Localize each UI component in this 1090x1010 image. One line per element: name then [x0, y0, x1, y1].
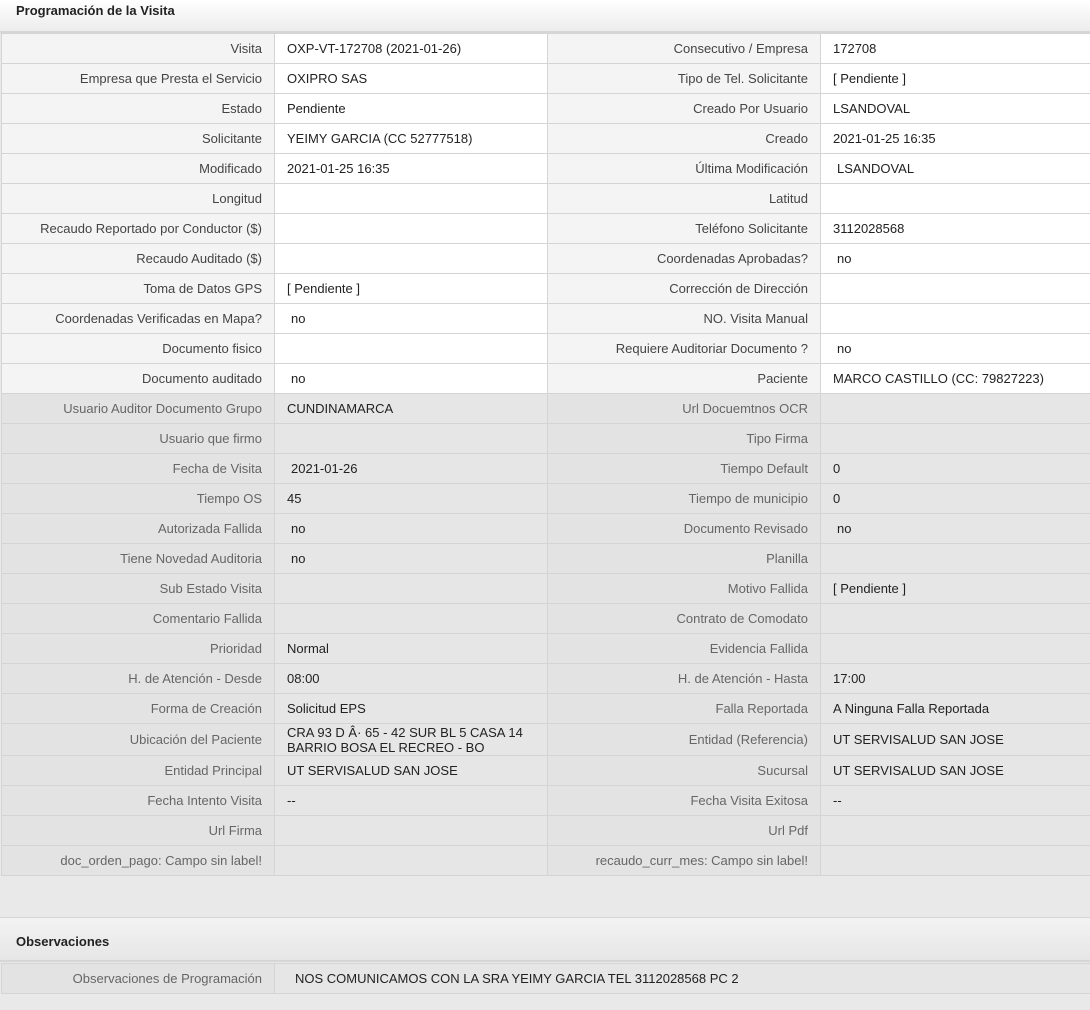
field-value — [275, 274, 548, 304]
field-value — [821, 154, 1090, 184]
field-label-text: doc_orden_pago: Campo sin label! — [60, 853, 262, 868]
field-label — [2, 154, 275, 184]
field-value-text: 45 — [287, 491, 302, 506]
field-label — [2, 664, 275, 694]
field-label — [2, 244, 275, 274]
field-value — [821, 786, 1090, 816]
field-label — [2, 786, 275, 816]
field-row — [2, 304, 1090, 334]
field-label-text: Fecha de Visita — [172, 461, 262, 476]
field-value — [821, 664, 1090, 694]
field-value-text: A Ninguna Falla Reportada — [833, 701, 990, 716]
field-value-text: no — [291, 521, 306, 536]
field-label-text: Última Modificación — [695, 161, 808, 176]
field-label-text: Entidad Principal — [164, 763, 262, 778]
field-row — [2, 94, 1090, 124]
field-row — [2, 124, 1090, 154]
field-value-text: -- — [833, 793, 842, 808]
field-label — [2, 424, 275, 454]
field-value — [821, 454, 1090, 484]
observaciones-table — [1, 963, 1090, 994]
field-label — [548, 694, 821, 724]
field-value-text: Solicitud EPS — [287, 701, 366, 716]
field-label — [2, 574, 275, 604]
field-value-text: 17:00 — [833, 671, 866, 686]
field-label-text: Coordenadas Verificadas en Mapa? — [55, 311, 262, 326]
field-label-text: Recaudo Reportado por Conductor ($) — [40, 221, 262, 236]
field-row — [2, 334, 1090, 364]
field-label-text: Estado — [221, 101, 262, 116]
field-value — [275, 214, 548, 244]
field-value-text: 0 — [833, 461, 841, 476]
field-label-text: Autorizada Fallida — [157, 521, 262, 536]
field-row — [2, 484, 1090, 514]
field-value — [275, 634, 548, 664]
field-label-text: Tiene Novedad Auditoria — [120, 551, 262, 566]
field-value-text: UT SERVISALUD SAN JOSE — [833, 732, 1004, 747]
field-value — [275, 94, 548, 124]
observaciones-label: Observaciones de Programación — [2, 964, 275, 994]
field-label — [2, 394, 275, 424]
field-value — [821, 214, 1090, 244]
field-label-text: Documento Revisado — [683, 521, 808, 536]
field-label — [2, 64, 275, 94]
field-label-text: Comentario Fallida — [152, 611, 262, 626]
field-label-text: NO. Visita Manual — [703, 311, 808, 326]
field-label — [2, 124, 275, 154]
field-label-text: Sub Estado Visita — [159, 581, 262, 596]
field-label — [548, 664, 821, 694]
field-label — [548, 124, 821, 154]
field-value-text: UT SERVISALUD SAN JOSE — [287, 763, 458, 778]
field-value-text: -- — [287, 793, 296, 808]
field-value — [821, 334, 1090, 364]
field-label-text: Creado Por Usuario — [693, 101, 808, 116]
field-row — [2, 694, 1090, 724]
field-label-text: Url Firma — [208, 823, 262, 838]
field-value — [275, 664, 548, 694]
field-label-text: Coordenadas Aprobadas? — [656, 251, 808, 266]
field-row — [2, 604, 1090, 634]
field-label-text: Url Docuemtnos OCR — [682, 401, 808, 416]
field-value — [275, 514, 548, 544]
field-label-text: H. de Atención - Desde — [128, 671, 262, 686]
field-label — [2, 304, 275, 334]
field-value — [821, 424, 1090, 454]
field-label-text: Falla Reportada — [715, 701, 808, 716]
observaciones-value: NOS COMUNICAMOS CON LA SRA YEIMY GARCIA TEL 3112028568 PC 2 — [275, 964, 1090, 994]
field-value — [275, 604, 548, 634]
field-value — [275, 724, 548, 756]
field-row — [2, 454, 1090, 484]
field-label-text: Sucursal — [757, 763, 808, 778]
field-value — [275, 244, 548, 274]
field-label-text: Planilla — [766, 551, 808, 566]
field-label-text: Corrección de Dirección — [669, 281, 808, 296]
field-value — [275, 544, 548, 574]
field-label — [2, 274, 275, 304]
field-label — [548, 544, 821, 574]
field-label — [548, 484, 821, 514]
field-value — [275, 846, 548, 876]
field-value — [275, 574, 548, 604]
field-value — [275, 694, 548, 724]
field-label — [2, 634, 275, 664]
field-label — [548, 786, 821, 816]
field-value — [821, 484, 1090, 514]
field-value-text: 172708 — [833, 41, 877, 56]
field-value-text: 2021-01-26 — [291, 461, 358, 476]
field-label — [2, 34, 275, 64]
field-value — [821, 64, 1090, 94]
field-value-text: no — [837, 521, 852, 536]
field-label-text: Paciente — [757, 371, 808, 386]
field-value-text: Pendiente — [287, 101, 346, 116]
field-label-text: H. de Atención - Hasta — [677, 671, 808, 686]
field-row — [2, 816, 1090, 846]
field-value — [821, 94, 1090, 124]
field-label — [2, 454, 275, 484]
field-label — [548, 724, 821, 756]
field-value — [275, 184, 548, 214]
field-row — [2, 364, 1090, 394]
field-value — [821, 364, 1090, 394]
field-value — [275, 816, 548, 846]
field-label — [2, 364, 275, 394]
field-label-text: Tiempo Default — [720, 461, 808, 476]
field-label — [548, 604, 821, 634]
field-value — [275, 304, 548, 334]
field-label — [548, 816, 821, 846]
field-label-text: Url Pdf — [768, 823, 808, 838]
field-label — [2, 94, 275, 124]
field-value — [275, 154, 548, 184]
field-label — [548, 154, 821, 184]
field-label — [2, 334, 275, 364]
field-value — [275, 756, 548, 786]
field-value-text: no — [291, 311, 306, 326]
field-label-text: Tiempo OS — [196, 491, 262, 506]
field-label-text: Creado — [765, 131, 808, 146]
field-label-text: Motivo Fallida — [727, 581, 808, 596]
field-label — [2, 724, 275, 756]
field-value — [821, 244, 1090, 274]
field-label — [2, 846, 275, 876]
field-row — [2, 274, 1090, 304]
field-value — [821, 816, 1090, 846]
field-value — [275, 424, 548, 454]
field-label — [548, 424, 821, 454]
field-label — [548, 514, 821, 544]
field-row — [2, 574, 1090, 604]
field-value — [821, 514, 1090, 544]
field-label-text: Recaudo Auditado ($) — [136, 251, 262, 266]
field-label — [548, 304, 821, 334]
field-label-text: Usuario que firmo — [159, 431, 262, 446]
field-row — [2, 786, 1090, 816]
field-label-text: Contrato de Comodato — [676, 611, 808, 626]
field-value — [821, 544, 1090, 574]
field-row — [2, 846, 1090, 876]
field-label — [548, 454, 821, 484]
field-value — [821, 124, 1090, 154]
field-label — [548, 756, 821, 786]
field-value-text: [ Pendiente ] — [833, 71, 906, 86]
field-label — [548, 244, 821, 274]
field-label — [548, 214, 821, 244]
field-value-text: LSANDOVAL — [837, 161, 915, 176]
field-value — [821, 274, 1090, 304]
field-value-text: OXP-VT-172708 (2021-01-26) — [287, 41, 462, 56]
field-label-text: Consecutivo / Empresa — [673, 41, 808, 56]
field-value — [275, 334, 548, 364]
field-value-text: UT SERVISALUD SAN JOSE — [833, 763, 1004, 778]
field-value — [821, 634, 1090, 664]
field-label-text: Usuario Auditor Documento Grupo — [63, 401, 262, 416]
field-label — [2, 756, 275, 786]
field-label-text: Entidad (Referencia) — [688, 732, 808, 747]
field-row — [2, 724, 1090, 756]
field-row — [2, 214, 1090, 244]
field-value-text: no — [291, 371, 306, 386]
field-label-text: Tipo Firma — [746, 431, 808, 446]
field-value-text: CRA 93 D Â· 65 - 42 SUR BL 5 CASA 14 BARRIO BOSA EL RECREO - BO — [287, 724, 523, 755]
field-value-text: [ Pendiente ] — [287, 281, 360, 296]
field-label — [548, 364, 821, 394]
field-label-text: Documento fisico — [162, 341, 262, 356]
field-label-text: Tipo de Tel. Solicitante — [677, 71, 808, 86]
field-row — [2, 664, 1090, 694]
field-row — [2, 514, 1090, 544]
field-row — [2, 244, 1090, 274]
field-row — [2, 394, 1090, 424]
field-label — [2, 184, 275, 214]
field-value — [275, 454, 548, 484]
field-label — [2, 514, 275, 544]
field-label — [2, 484, 275, 514]
field-value — [275, 364, 548, 394]
field-value-text: YEIMY GARCIA (CC 52777518) — [287, 131, 473, 146]
field-label — [2, 816, 275, 846]
field-value — [821, 574, 1090, 604]
field-label-text: Modificado — [199, 161, 262, 176]
field-label-text: Fecha Intento Visita — [147, 793, 262, 808]
field-row — [2, 424, 1090, 454]
section-title: Programación de la Visita — [0, 0, 1090, 33]
field-value-text: 08:00 — [287, 671, 320, 686]
field-label — [548, 94, 821, 124]
field-value — [821, 724, 1090, 756]
field-value — [275, 124, 548, 154]
field-label-text: Ubicación del Paciente — [129, 732, 262, 747]
field-label — [548, 634, 821, 664]
field-row — [2, 544, 1090, 574]
field-value-text: CUNDINAMARCA — [287, 401, 394, 416]
field-label-text: recaudo_curr_mes: Campo sin label! — [595, 853, 808, 868]
field-value — [821, 604, 1090, 634]
field-label-text: Forma de Creación — [150, 701, 262, 716]
field-label-text: Teléfono Solicitante — [695, 221, 808, 236]
visit-details-table — [1, 33, 1090, 876]
field-value — [821, 694, 1090, 724]
field-value — [275, 394, 548, 424]
field-label — [2, 544, 275, 574]
field-label — [548, 34, 821, 64]
field-value-text: no — [291, 551, 306, 566]
field-value — [275, 64, 548, 94]
field-value — [821, 846, 1090, 876]
field-label — [548, 274, 821, 304]
field-value-text: LSANDOVAL — [833, 101, 911, 116]
field-label — [548, 64, 821, 94]
field-value — [821, 394, 1090, 424]
field-label-text: Solicitante — [202, 131, 262, 146]
field-value-text: OXIPRO SAS — [287, 71, 368, 86]
field-label-text: Evidencia Fallida — [709, 641, 808, 656]
observaciones-header: Observaciones — [0, 917, 1090, 962]
observaciones-row — [2, 964, 1090, 994]
field-value-text: no — [837, 251, 852, 266]
field-value-text: no — [837, 341, 852, 356]
field-value-text: 2021-01-25 16:35 — [833, 131, 936, 146]
field-label-text: Requiere Auditoriar Documento ? — [615, 341, 808, 356]
field-label-text: Tiempo de municipio — [688, 491, 808, 506]
field-label-text: Toma de Datos GPS — [143, 281, 262, 296]
field-label — [548, 846, 821, 876]
field-row — [2, 64, 1090, 94]
field-label-text: Visita — [230, 41, 262, 56]
field-value — [821, 756, 1090, 786]
field-value — [275, 34, 548, 64]
field-label-text: Longitud — [212, 191, 262, 206]
field-value-text: MARCO CASTILLO (CC: 79827223) — [833, 371, 1044, 386]
field-row — [2, 34, 1090, 64]
field-row — [2, 756, 1090, 786]
field-label-text: Empresa que Presta el Servicio — [79, 71, 262, 86]
field-value — [821, 184, 1090, 214]
field-label — [548, 394, 821, 424]
field-value-text: 2021-01-25 16:35 — [287, 161, 390, 176]
field-label-text: Documento auditado — [142, 371, 262, 386]
field-label — [2, 604, 275, 634]
field-label-text: Prioridad — [209, 641, 262, 656]
field-value — [821, 34, 1090, 64]
field-label-text: Latitud — [768, 191, 808, 206]
field-label — [548, 334, 821, 364]
field-value — [275, 786, 548, 816]
field-value-text: 0 — [833, 491, 841, 506]
field-value-text: Normal — [287, 641, 329, 656]
field-label — [2, 214, 275, 244]
field-value-text: [ Pendiente ] — [833, 581, 906, 596]
field-value-text: 3112028568 — [833, 221, 905, 236]
field-row — [2, 634, 1090, 664]
field-label — [548, 184, 821, 214]
field-label — [548, 574, 821, 604]
field-row — [2, 184, 1090, 214]
field-label-text: Fecha Visita Exitosa — [690, 793, 808, 808]
field-value — [821, 304, 1090, 334]
field-label — [2, 694, 275, 724]
field-value — [275, 484, 548, 514]
field-row — [2, 154, 1090, 184]
